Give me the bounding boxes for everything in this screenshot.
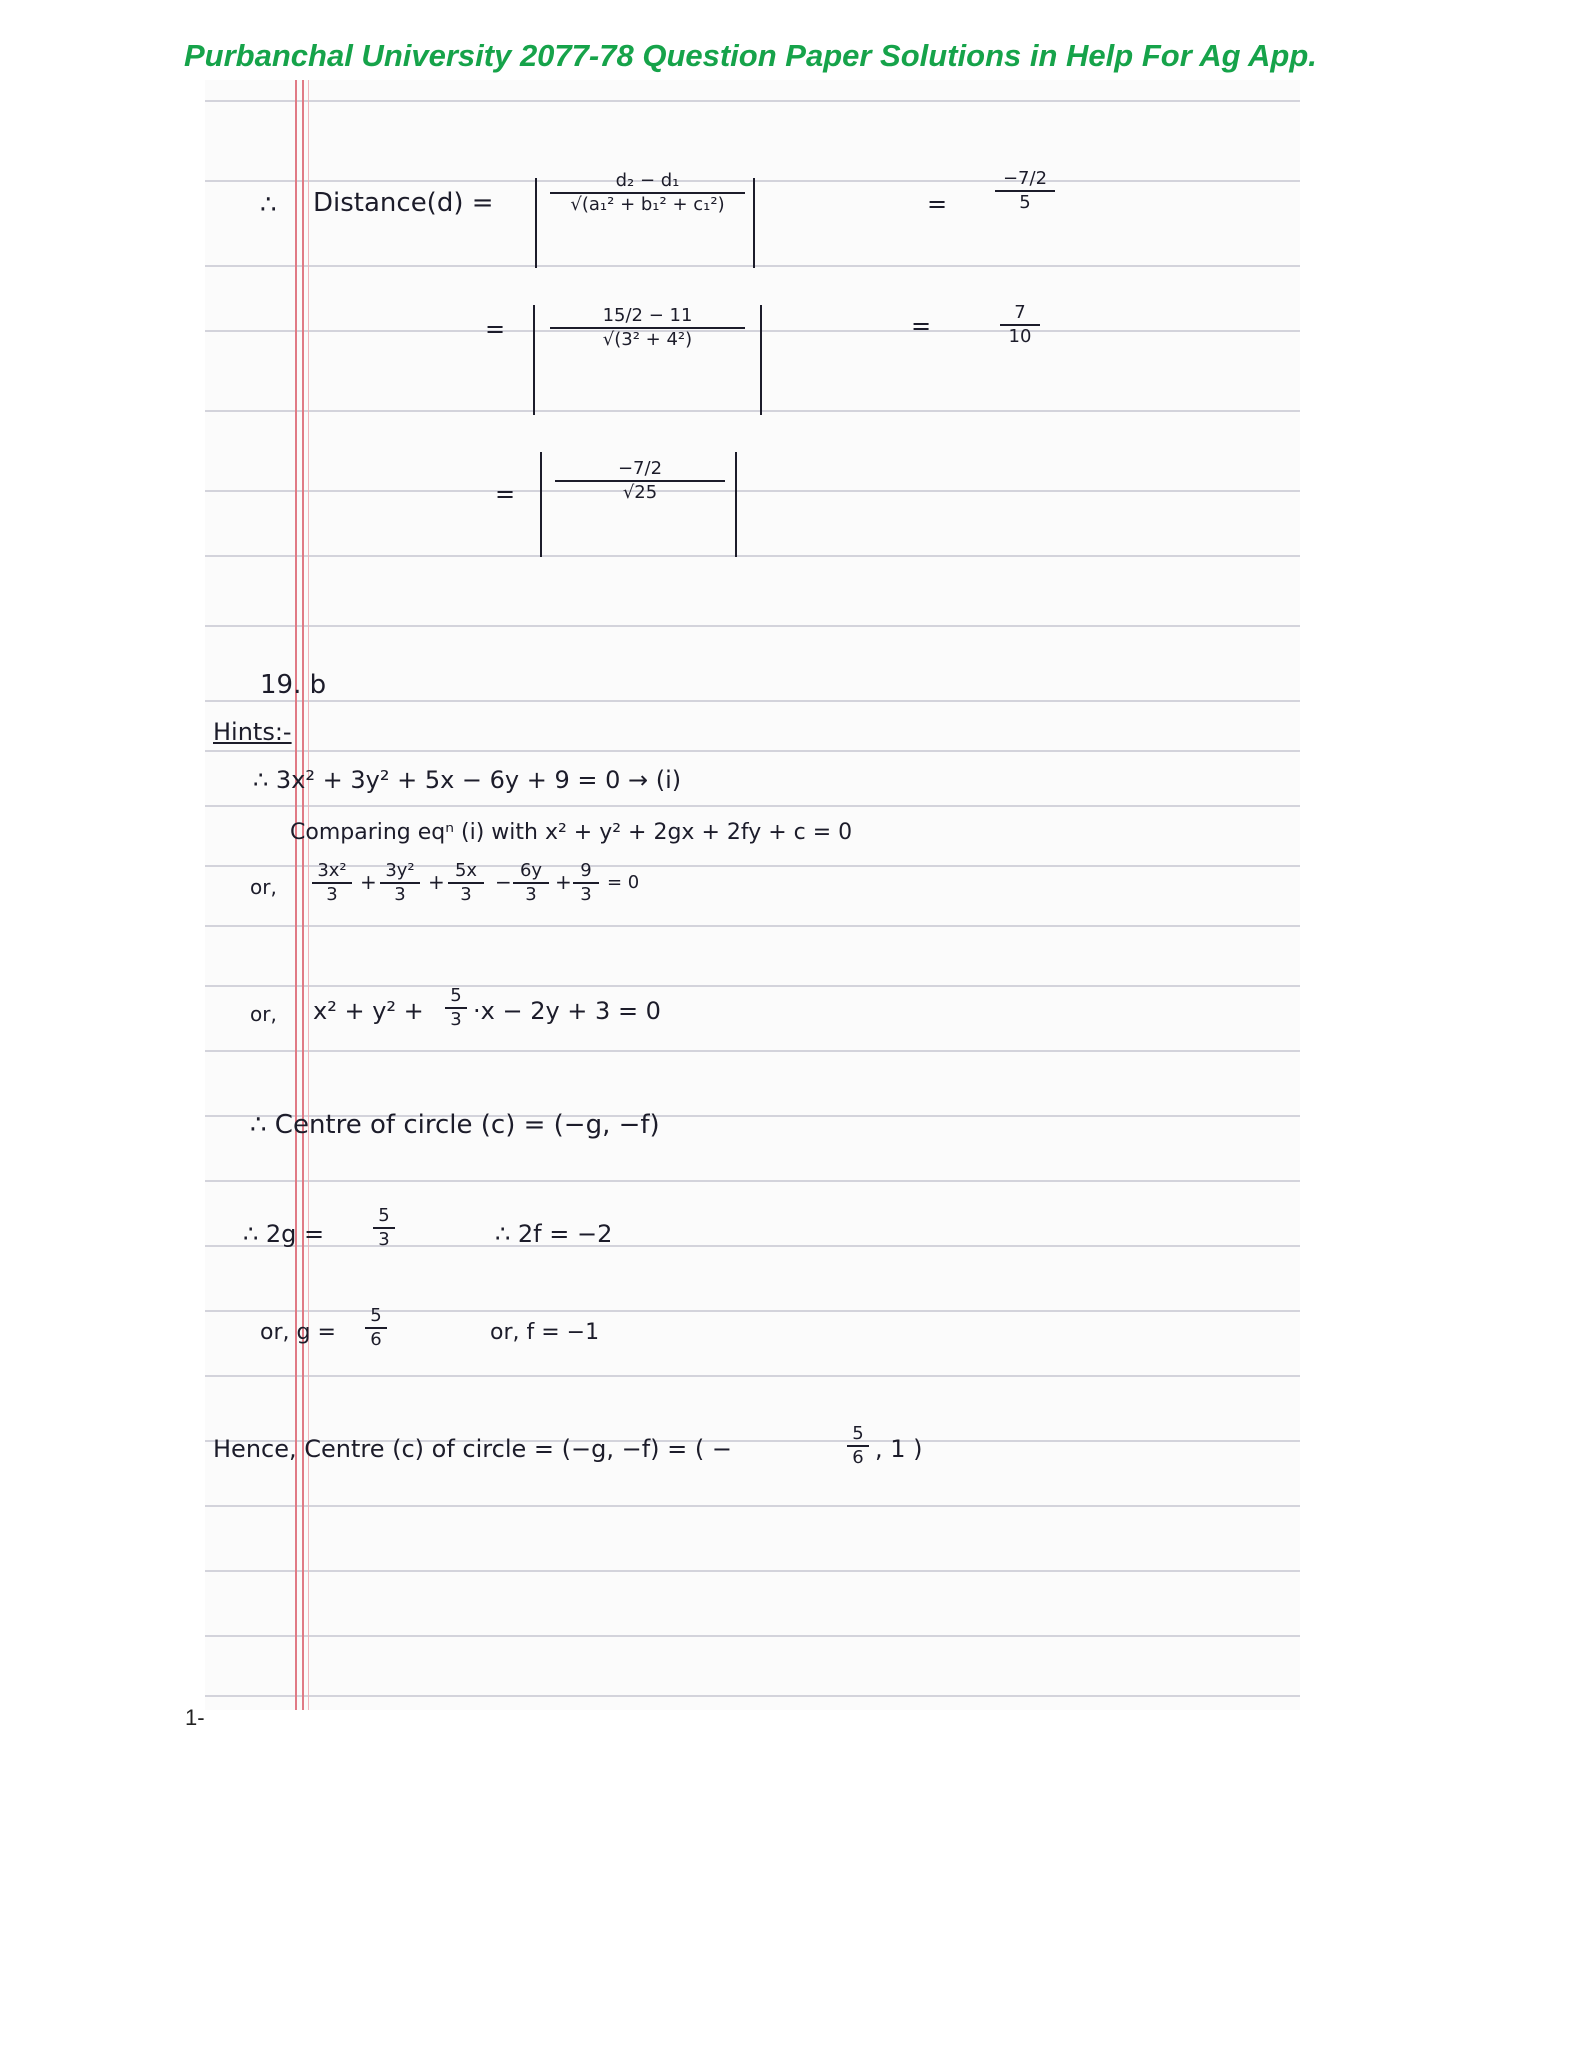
divided-term	[448, 860, 484, 906]
abs-bar-right	[753, 178, 755, 268]
given-equation: ∴ 3x² + 3y² + 5x − 6y + 9 = 0 → (i)	[253, 766, 682, 794]
plus-sign: +	[360, 870, 377, 894]
abs-bar-left	[533, 305, 535, 415]
fraction-numerator: d₂ − d₁	[615, 170, 680, 191]
margin-line	[308, 80, 309, 1710]
fraction-numerator: 7	[1014, 302, 1026, 323]
g-label: or, g =	[260, 1320, 336, 1345]
divided-term	[380, 860, 420, 906]
fraction-denominator: 3	[460, 883, 472, 905]
two-g-fraction	[373, 1205, 395, 1251]
ruled-line	[205, 1245, 1300, 1247]
ruled-line	[205, 555, 1300, 557]
ruled-line	[205, 100, 1300, 102]
margin-line	[302, 80, 304, 1710]
simplified-equation-left: x² + y² +	[313, 997, 424, 1025]
ruled-line	[205, 625, 1300, 627]
fraction-numerator: 5x	[454, 860, 478, 881]
hints-label: Hints:-	[213, 718, 292, 746]
abs-bar-right	[735, 452, 737, 557]
ruled-line	[205, 985, 1300, 987]
plus-sign: +	[428, 870, 445, 894]
fraction-numerator: 5	[370, 1305, 382, 1326]
ruled-line	[205, 1695, 1300, 1697]
fraction-denominator: 3	[450, 1008, 462, 1030]
ruled-line	[205, 865, 1300, 867]
page-number: 1-	[185, 1705, 205, 1730]
distance-fraction-3	[555, 458, 725, 504]
hence-statement-end: , 1 )	[875, 1435, 923, 1463]
two-g-label: ∴ 2g =	[243, 1220, 325, 1248]
fraction-numerator: −7/2	[1002, 168, 1048, 189]
equals-sign: =	[911, 312, 932, 340]
divided-term	[573, 860, 599, 906]
ruled-line	[205, 330, 1300, 332]
g-fraction	[365, 1305, 387, 1351]
equals-sign: =	[495, 480, 516, 508]
distance-label: Distance(d) =	[313, 188, 494, 218]
fraction-numerator: 3y²	[385, 860, 415, 881]
fraction-denominator: 3	[580, 883, 592, 905]
result-fraction-2	[1000, 302, 1040, 348]
fraction-denominator: 3	[525, 883, 537, 905]
result-fraction-1	[995, 168, 1055, 214]
fraction-numerator: 15/2 − 11	[602, 305, 693, 326]
abs-bar-left	[540, 452, 542, 557]
fraction-denominator: 3	[378, 1228, 390, 1250]
ruled-line	[205, 490, 1300, 492]
ruled-line	[205, 1570, 1300, 1572]
divided-term	[312, 860, 352, 906]
ruled-line	[205, 1180, 1300, 1182]
minus-sign: −	[495, 870, 512, 894]
equals-sign: =	[485, 315, 506, 343]
margin-line	[295, 80, 297, 1710]
equals-sign: =	[927, 190, 948, 218]
equals-zero: = 0	[607, 872, 640, 893]
fraction-numerator: 5	[450, 985, 462, 1006]
fraction-denominator: 5	[1019, 191, 1031, 213]
ruled-line	[205, 1050, 1300, 1052]
ruled-line	[205, 1375, 1300, 1377]
abs-bar-right	[760, 305, 762, 415]
fraction-numerator: 5	[852, 1423, 864, 1444]
fraction-denominator: √25	[622, 481, 658, 503]
fraction-denominator: √(3² + 4²)	[602, 328, 693, 350]
fraction-denominator: 6	[852, 1446, 864, 1468]
fraction-denominator: 3	[394, 883, 406, 905]
fraction-numerator: 6y	[519, 860, 543, 881]
ruled-line	[205, 410, 1300, 412]
ruled-line	[205, 1505, 1300, 1507]
ruled-line	[205, 700, 1300, 702]
or-label: or,	[250, 875, 277, 899]
fraction-denominator: √(a₁² + b₁² + c₁²)	[570, 193, 725, 215]
fraction-denominator: 6	[370, 1328, 382, 1350]
or-label: or,	[250, 1002, 277, 1026]
fraction-denominator: 10	[1008, 325, 1032, 347]
fraction-denominator: 3	[326, 883, 338, 905]
abs-bar-left	[535, 178, 537, 268]
therefore-symbol: ∴	[260, 190, 277, 220]
fraction-numerator: 3x²	[317, 860, 347, 881]
centre-formula: ∴ Centre of circle (c) = (−g, −f)	[250, 1110, 660, 1140]
question-number: 19. b	[260, 670, 327, 700]
notebook-page-scan	[205, 80, 1300, 1710]
ruled-line	[205, 805, 1300, 807]
fraction-numerator: 9	[580, 860, 592, 881]
fraction-numerator: 5	[378, 1205, 390, 1226]
ruled-line	[205, 925, 1300, 927]
hence-statement: Hence, Centre (c) of circle = (−g, −f) = ( −	[213, 1435, 732, 1463]
distance-fraction-2	[550, 305, 745, 351]
fraction-numerator: −7/2	[617, 458, 663, 479]
centre-x-fraction	[847, 1423, 869, 1469]
divided-term	[513, 860, 549, 906]
plus-sign: +	[555, 870, 572, 894]
simplified-equation-right: ·x − 2y + 3 = 0	[473, 997, 661, 1025]
distance-fraction-1	[550, 170, 745, 216]
ruled-line	[205, 750, 1300, 752]
two-f-value: ∴ 2f = −2	[495, 1220, 613, 1248]
comparing-statement: Comparing eqⁿ (i) with x² + y² + 2gx + 2fy + c = 0	[290, 820, 853, 845]
f-value: or, f = −1	[490, 1320, 600, 1345]
simplified-coefficient	[445, 985, 467, 1031]
ruled-line	[205, 1635, 1300, 1637]
page-header-title: Purbanchal University 2077-78 Question Paper Solutions in Help For Ag App.	[184, 38, 1317, 73]
